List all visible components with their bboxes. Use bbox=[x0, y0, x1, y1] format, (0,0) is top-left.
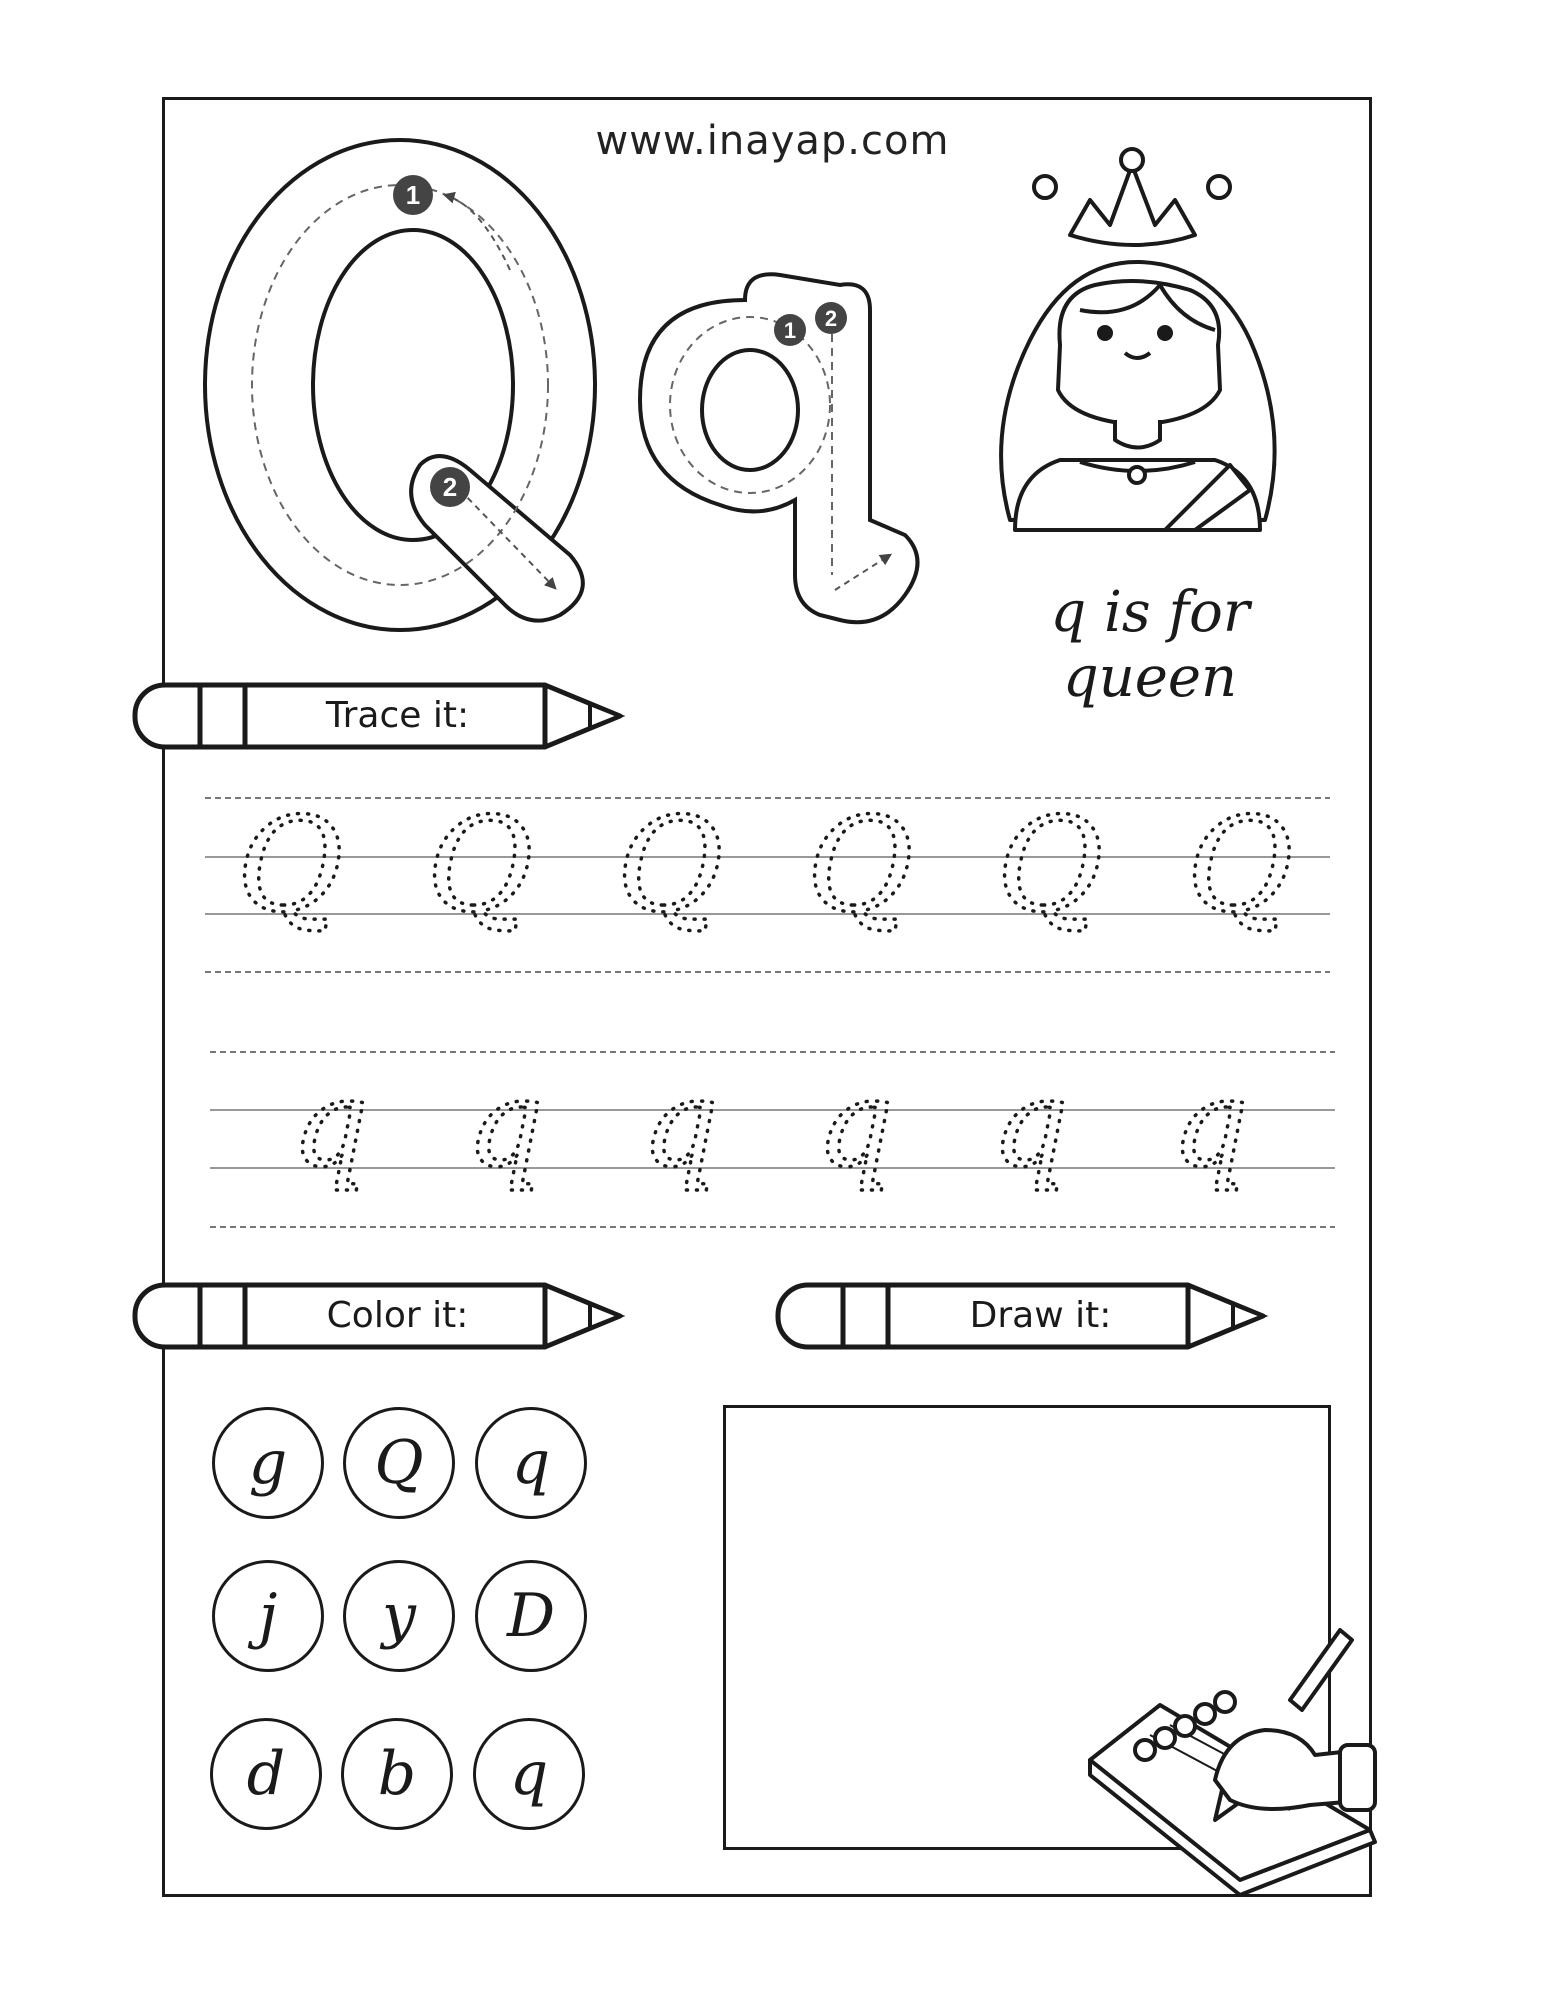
trace-letter: Q bbox=[426, 789, 534, 941]
trace-row-lower bbox=[292, 1055, 1249, 1194]
color-circle-letter[interactable]: g bbox=[212, 1407, 324, 1519]
draw-section-label: Draw it: bbox=[969, 1295, 1112, 1336]
trace-letter: q bbox=[291, 1055, 369, 1194]
color-circle-letter[interactable]: D bbox=[475, 1560, 587, 1672]
trace-letter: Q bbox=[806, 789, 914, 941]
queen-icon bbox=[1001, 149, 1275, 530]
stroke-number: 2 bbox=[442, 472, 458, 502]
color-circle-letter[interactable]: q bbox=[473, 1718, 585, 1830]
trace-letter: Q bbox=[1186, 789, 1294, 941]
upper-q-outline bbox=[205, 140, 595, 630]
trace-letter: q bbox=[641, 1055, 719, 1194]
trace-guidelines-upper bbox=[205, 798, 1330, 972]
color-section-label: Color it: bbox=[326, 1295, 469, 1336]
trace-letter: q bbox=[466, 1055, 544, 1194]
trace-letter: q bbox=[991, 1055, 1069, 1194]
color-circle-letter[interactable]: j bbox=[212, 1560, 324, 1672]
trace-section-label: Trace it: bbox=[325, 695, 470, 736]
color-circle-letter[interactable]: b bbox=[341, 1718, 453, 1830]
stroke-number: 2 bbox=[824, 306, 838, 331]
trace-letter: q bbox=[816, 1055, 894, 1194]
trace-letter: Q bbox=[236, 789, 344, 941]
color-circle-letter[interactable]: y bbox=[343, 1560, 455, 1672]
trace-row-upper bbox=[237, 789, 1294, 941]
lower-q-outline bbox=[640, 274, 918, 622]
color-circle-letter[interactable]: q bbox=[475, 1407, 587, 1519]
website-url: www.inayap.com bbox=[595, 118, 950, 164]
stroke-number: 1 bbox=[405, 180, 421, 210]
trace-letter: q bbox=[1171, 1055, 1249, 1194]
drawing-area[interactable] bbox=[723, 1405, 1331, 1850]
trace-letter: Q bbox=[616, 789, 724, 941]
word-caption: q is for queen bbox=[1050, 580, 1250, 710]
stroke-number: 1 bbox=[783, 318, 797, 343]
trace-letter: Q bbox=[996, 789, 1104, 941]
color-circle-letter[interactable]: d bbox=[210, 1718, 322, 1830]
trace-guidelines-lower bbox=[210, 1052, 1335, 1227]
color-circle-letter[interactable]: Q bbox=[343, 1407, 455, 1519]
